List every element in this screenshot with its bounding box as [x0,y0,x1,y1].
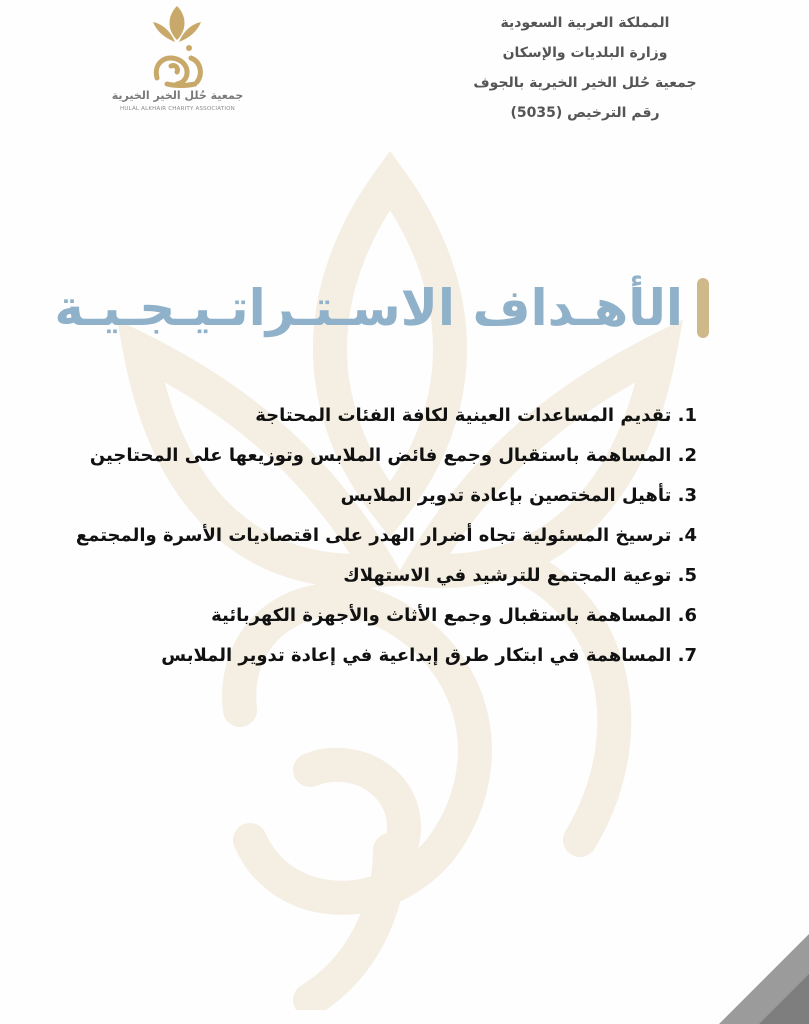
goal-item: 1. تقديم المساعدات العينية لكافة الفئات المحتاجة [255,405,697,426]
header-ministry: وزارة البلديات والإسكان [502,45,668,61]
goals-list [57,396,697,676]
header-country: المملكة العربية السعودية [500,15,670,31]
header-association: جمعية حُلل الخير الخيرية بالجوف [473,75,697,91]
goal-item: 2. المساهمة باستقبال وجمع فائض الملابس وتوزيعها على المحتاجين [89,445,697,466]
goal-item: 7. المساهمة في ابتكار طرق إبداعية في إعادة تدوير الملابس [161,645,697,666]
corner-decoration [699,914,809,1024]
logo-name-arabic: جمعية حُلل الخير الخيرية [111,89,244,102]
goal-item: 4. ترسيخ المسئولية تجاه أضرار الهدر على اقتصاديات الأسرة والمجتمع [75,525,697,546]
logo-name-english: HULAL ALKHAIR CHARITY ASSOCIATION [120,106,235,112]
header-license: رقم الترخيص (5035) [510,105,660,121]
goal-item: 5. توعية المجتمع للترشيد في الاستهلاك [343,565,697,586]
leaf-logo-icon [105,0,250,90]
section-title-wrap [54,268,709,348]
page-title: الأهـداف الاسـتـراتـيـجـيـة [54,279,683,337]
goal-item: 3. تأهيل المختصين بإعادة تدوير الملابس [340,485,697,506]
header-info [455,8,715,128]
association-logo [105,0,250,120]
title-accent-bar [697,278,709,338]
goal-item: 6. المساهمة باستقبال وجمع الأثاث والأجهزة الكهربائية [211,605,697,626]
